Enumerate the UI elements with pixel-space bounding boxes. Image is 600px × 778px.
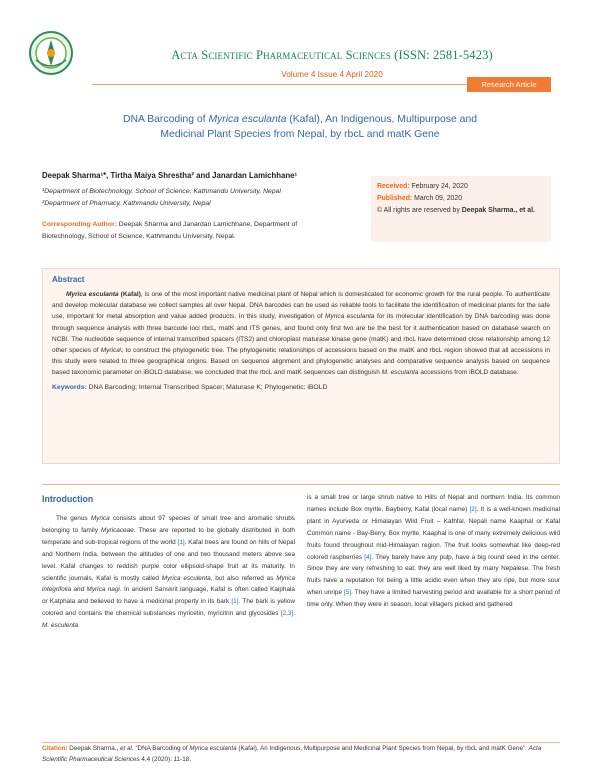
intro-right-column: is a small tree or large shrub native to Hills of Nepal and northern India. Its common names include Box myrtle, Bayberry, Kafal (local name) [2]. It is a well-known medicinal plant in Ayurveda or Himalayan Wild Fruit – Kathfal. Nepali name Kaaphal or Kafal Common name - Bay-Berry, Box myrtle. Kaaphal is one of many extremely delicious wild fruits found throughout mid-Himalayan region. The fruit looks somewhat like deep-red colored raspberries [4]. They barely have any pulp, have a big round seed in the center. Since they are very refreshing to eat, they are well liked by many Nepalese. The fresh fruits have a reputation for being a little acidic even when they are ripe, but more sour when unripe [5]. They have a limited harvesting period and available for a short period of time only. When they were in season, local villagers picked and gathered bbox=[307, 494, 561, 609]
keywords: Keywords: DNA Barcoding; Internal Transcribed Spacer; Maturase K; Phylogenetic; iBOLD bbox=[52, 383, 328, 391]
corresponding-author: Corresponding Author: Deepak Sharma and Janardan Lamichhane, Department of Biotechnology, School of Science, Kathmandu University, Nepal. bbox=[42, 221, 298, 240]
introduction-heading: Introduction bbox=[42, 494, 94, 504]
journal-logo bbox=[28, 30, 74, 76]
copyright: © All rights are reserved by Deepak Sharma., et al. bbox=[377, 207, 535, 214]
intro-left-column: The genus Myrica consists about 97 species of small tree and aromatic shrubs belonging to family Myricaceae. These are reported to be globally distributed in both temperate and sub-tropical regions of the world [1]. Kafal trees are found on hills of Nepal and Northern India, between the altitudes of one and two thousand meters above sea level. Kafal changes to reddish purple color ellipsoid-shape fruit at its maturity. In scientific journals, Kafal is mostly called Myrica esculenta, but also referred as Myrica integrifolia and Myrica nagi. In ancient Sanskrit language, Kafal is often called Kaiphala or Katphala and believed to have a medicinal property in its bark [1]. The bark is yellow colored and contains the chemical substances myricetin, myricitrin and glycosides [2,3]. M. esculenta bbox=[42, 515, 296, 630]
published-date: Published: March 09, 2020 bbox=[377, 195, 463, 202]
journal-title: Acta Scientific Pharmaceutical Sciences (ISSN: 2581-5423) bbox=[171, 48, 493, 62]
reference-link: [2] bbox=[469, 505, 477, 513]
footer-divider bbox=[42, 742, 560, 743]
author-list: Deepak Sharma¹*, Tirtha Maiya Shrestha² and Janardan Lamichhane¹ bbox=[42, 171, 298, 180]
affiliations: ¹Department of Biotechnology, School of Science, Kathmandu University, Nepal ²Department of Pharmacy, Kathmandu University, Nepal bbox=[42, 188, 281, 207]
abstract-body: Myrica esculanta (Kafal), is one of the most important native medicinal plant of Nepal which is domesticated for economic growth for the rural people. To authenticate and develop molecular database we collect samples all over Nepal. DNA barcodes can be used as reliable tools to facilitate the identification of medicinal plants for the safe use, important for metal absorption and value added products. In this study, investigation of Myrica esculanta for its molecular identification by DNA barcoding was done through sequence analysis with three barcode loci rbcL, matK and ITS genes, and found only first two are be the best for it authentication based on database search on NCBI. The nucleotide sequence of internal transcribed spacers (ITS2) and chloroplast maturase kinase gene (matK) and rbcL have determined close relationship among 12 other species of Myrica\; to construct the phylogenetic tree. The phylogenetic relationships of accessions based on the matK and rbcL region showed that all accessions in this study were related to three geographical origins. Based on sequence alignment and phylogenetic analyses and comparative sequence analysis based on sequence based taxonomic parameter on iBOLD database, we concluded that the rbcL and matK sequences can distinguish M. esculanta accessions from iBOLD database. bbox=[52, 291, 550, 377]
reference-link: [2,3] bbox=[280, 610, 294, 618]
dates-box bbox=[371, 176, 551, 242]
reference-link: [1] bbox=[177, 538, 185, 546]
article-type-badge: Research Article bbox=[467, 77, 551, 92]
reference-link: [5] bbox=[344, 589, 352, 597]
citation: Citation: Deepak Sharma., et al. “DNA Barcoding of Myrica esculanta (Kafal), An Indigenous, Multipurpose and Medicinal Plant Species from Nepal, by rbcL and matK Gene”. Acta Scientific Pharmaceutical Sciences 4.4 (2020): 11-18. bbox=[42, 745, 542, 763]
abstract-heading: Abstract bbox=[52, 275, 85, 284]
header-divider bbox=[92, 84, 506, 85]
reference-link: [4] bbox=[364, 553, 372, 561]
received-date: Received: February 24, 2020 bbox=[377, 183, 468, 190]
issue-info: Volume 4 Issue 4 April 2020 bbox=[281, 70, 383, 79]
abstract-box bbox=[42, 268, 560, 464]
paper-title: DNA Barcoding of Myrica esculanta (Kafal), An Indigenous, Multipurpose and Medicinal Plant Species from Nepal, by rbcL and matK Gene bbox=[122, 114, 478, 140]
reference-link: [1] bbox=[231, 598, 239, 606]
section-divider bbox=[42, 484, 560, 485]
